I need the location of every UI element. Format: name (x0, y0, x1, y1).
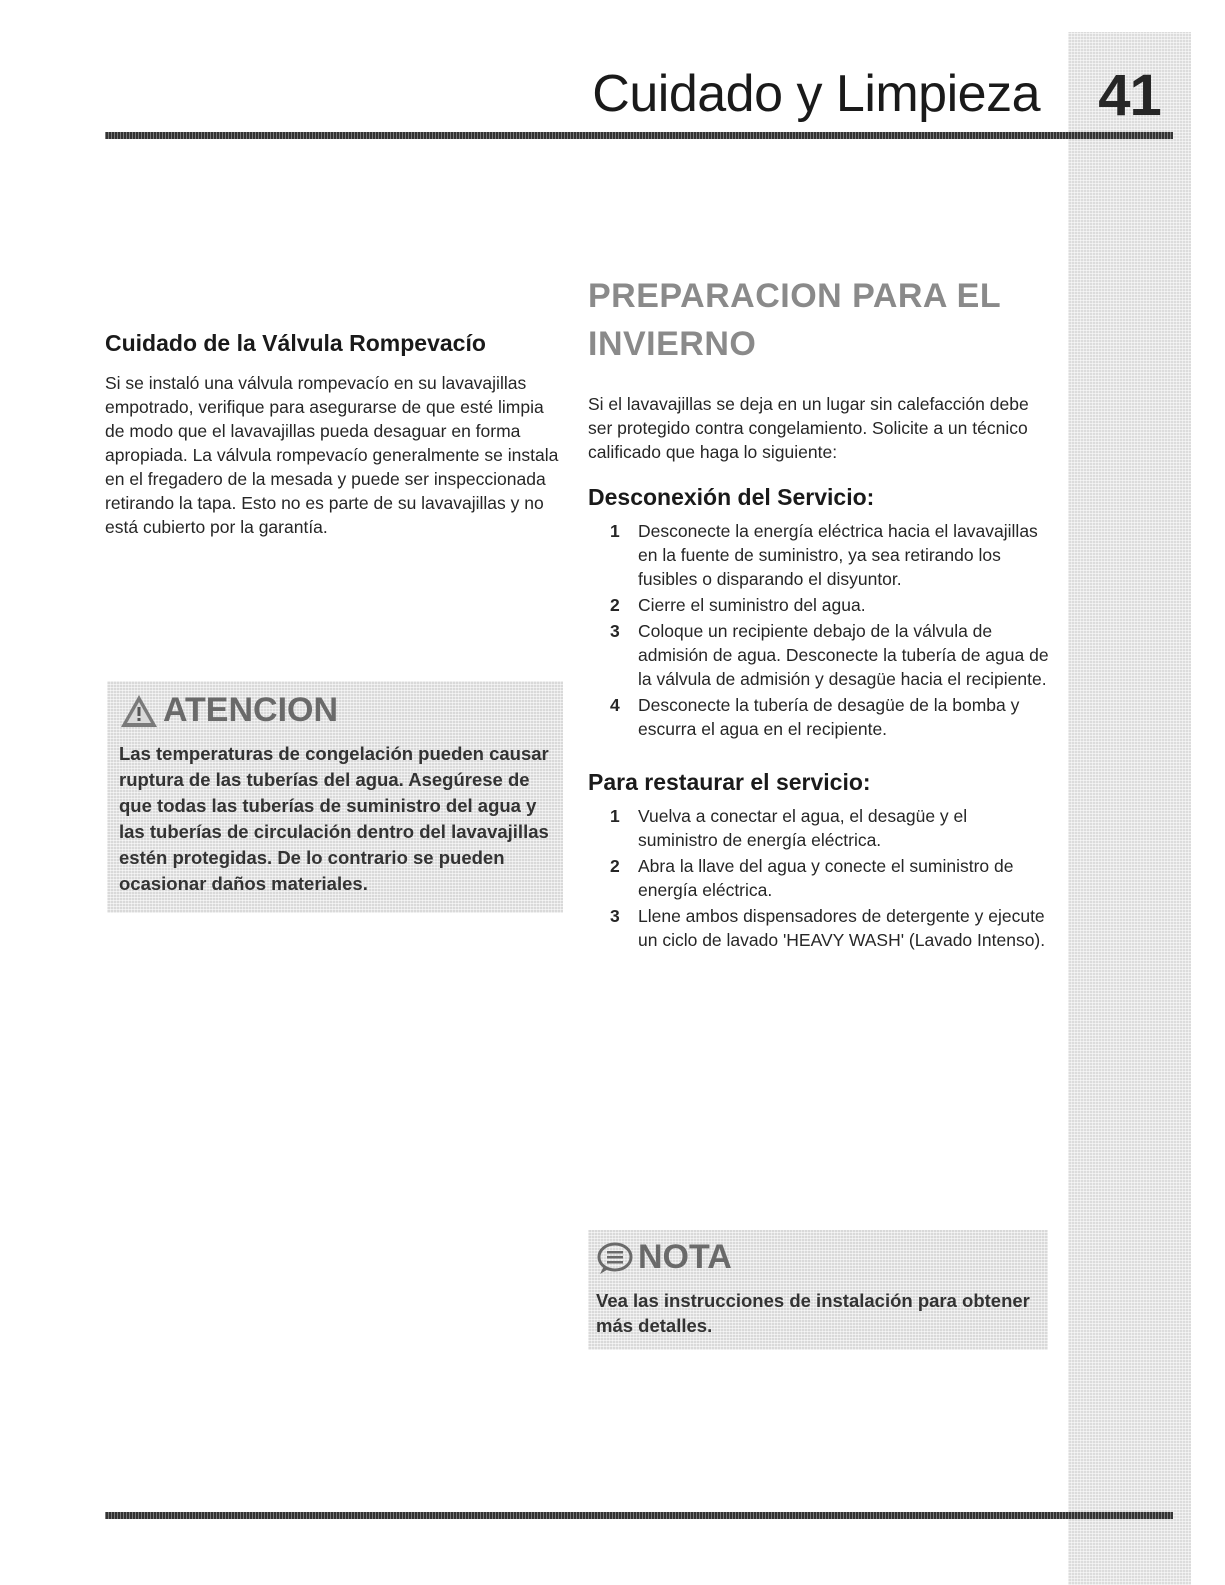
valve-care-heading: Cuidado de la Válvula Rompevacío (105, 330, 486, 356)
list-item: 2 Cierre el suministro del agua. (610, 595, 866, 615)
warning-title (119, 691, 338, 730)
page-title: Cuidado y Limpieza (592, 65, 1040, 123)
warning-text: Las temperaturas de congelación pueden causar ruptura de las tuberías del agua. Asegúrese de que todas las tuberías de suministro del agua y las tuberías de circulación dentro del lavavajillas estén protegidas. De lo contrario se pueden ocasionar daños materiales. (119, 743, 549, 894)
restore-steps (588, 804, 1050, 952)
list-item: 1 Desconecte la energía eléctrica hacia el lavavajillas en la fuente de suministro, ya sea retirando los fusibles o disparando el disyuntor. (610, 521, 1038, 589)
warning-title-text: ATENCION (163, 691, 339, 729)
footer-rule (105, 1512, 1173, 1519)
valve-care-paragraph: Si se instaló una válvula rompevacío en su lavavajillas empotrado, verifique para asegurarse de que esté limpia de modo que el lavavajillas pueda desaguar en forma apropiada. La válvula rompevacío generalmente se instala en el fregadero de la mesada y puede ser inspeccionada retirando la tapa. Esto no es parte de su lavavajillas y no está cubierto por la garantía. (105, 373, 559, 537)
winterizing-heading-line2: INVIERNO (588, 325, 757, 363)
page-number: 41 (1098, 63, 1161, 128)
list-item: 4 Desconecte la tubería de desagüe de la bomba y escurra el agua en el recipiente. (610, 695, 1020, 739)
list-item: 2 Abra la llave del agua y conecte el suministro de energía eléctrica. (610, 856, 1014, 900)
list-item: 1 Vuelva a conectar el agua, el desagüe y el suministro de energía eléctrica. (610, 806, 968, 850)
warning-box (107, 681, 563, 913)
sidebar-tab (1068, 32, 1191, 1585)
disconnect-heading: Desconexión del Servicio: (588, 484, 875, 510)
note-title-text: NOTA (638, 1238, 732, 1276)
winterizing-intro: Si el lavavajillas se deja en un lugar sin calefacción debe ser protegido contra congelamiento. Solicite a un técnico calificado que haga lo siguiente: (588, 394, 1029, 462)
disconnect-steps (588, 519, 1050, 741)
winterizing-heading-line1: PREPARACION PARA EL (588, 277, 1002, 315)
left-column (105, 330, 563, 539)
note-icon (596, 1241, 634, 1275)
note-title (596, 1238, 732, 1277)
list-item: 3 Coloque un recipiente debajo de la válvula de admisión de agua. Desconecte la tubería de agua de la válvula de admisión y desagüe hacia el recipiente. (610, 621, 1049, 689)
note-box (588, 1230, 1048, 1350)
list-item: 3 Llene ambos dispensadores de detergente y ejecute un ciclo de lavado 'HEAVY WASH' (Lavado Intenso). (610, 906, 1046, 950)
winterizing-heading (588, 272, 1058, 368)
warning-triangle-icon (119, 693, 159, 729)
header-rule (105, 132, 1173, 139)
note-text: Vea las instrucciones de instalación para obtener más detalles. (596, 1290, 1030, 1336)
restore-heading: Para restaurar el servicio: (588, 769, 871, 795)
right-column (588, 392, 1050, 954)
